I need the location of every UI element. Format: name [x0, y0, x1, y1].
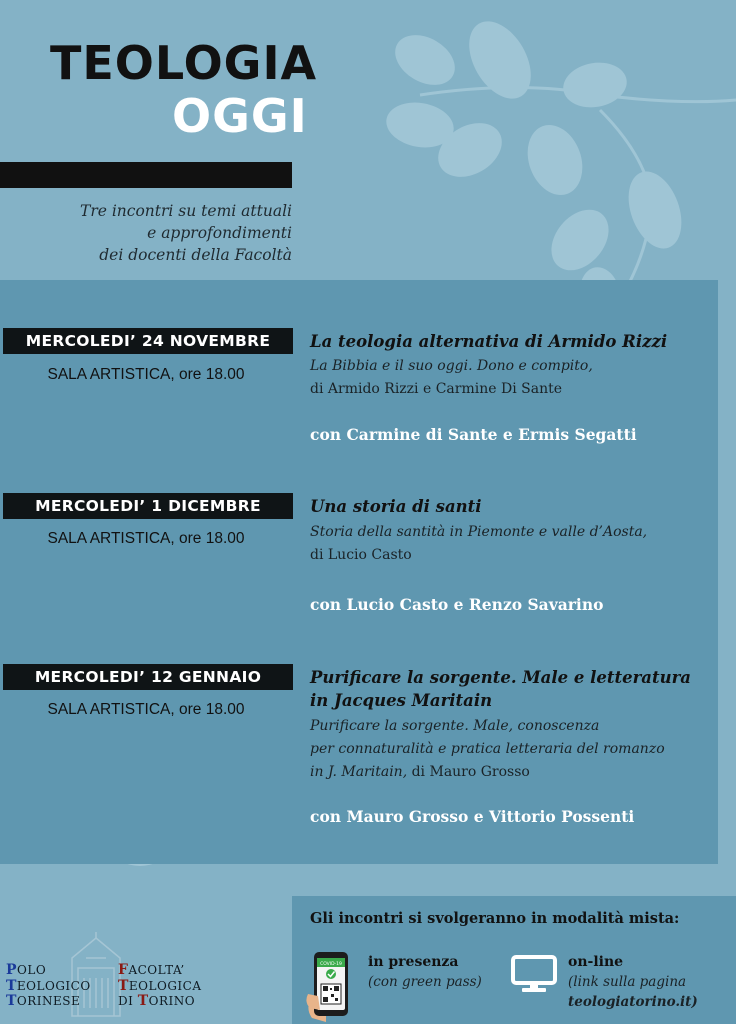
event-venue: SALA ARTISTICA, ore 18.00 — [47, 701, 245, 718]
event-author: di Lucio Casto — [310, 547, 412, 563]
event-book-line: Purificare la sorgente. Male, conoscenza — [310, 718, 600, 734]
subtitle-line: e approfondimenti — [147, 224, 292, 242]
event-title-line: in Jacques Maritain — [310, 691, 493, 710]
subtitle — [0, 200, 292, 266]
event-venue: SALA ARTISTICA, ore 18.00 — [47, 530, 245, 547]
event-description — [310, 715, 710, 784]
subtitle-line: Tre incontri su temi attuali — [80, 202, 292, 220]
title-divider-bar — [0, 162, 292, 188]
event-book-line: per connaturalità e pratica letteraria del romanzo — [310, 741, 665, 757]
subtitle-line: dei docenti della Facoltà — [99, 246, 292, 264]
event-author: di Mauro Grosso — [411, 764, 530, 780]
logo-facolta-teologica: FACOLTA’ TEOLOGICA DI TORINO — [118, 962, 202, 1009]
event-guests: con Carmine di Sante e Ermis Segatti — [310, 425, 637, 444]
event-title-line: Purificare la sorgente. Male e letteratura — [310, 668, 691, 687]
monitor-icon — [510, 954, 558, 994]
online-note-line: (link sulla pagina — [568, 974, 687, 990]
website-link[interactable]: teologiatorino.it) — [568, 994, 698, 1010]
in-person-label: in presenza — [368, 954, 459, 970]
page-title-line2: OGGI — [172, 89, 308, 143]
event-guests: con Mauro Grosso e Vittorio Possenti — [310, 807, 635, 826]
attendance-mode-box — [292, 896, 736, 1024]
event-book-line: Storia della santità in Piemonte e valle d’Aosta, — [310, 524, 648, 540]
event-title — [310, 666, 710, 712]
event-title-line: Una storia di santi — [310, 497, 482, 516]
event-venue: SALA ARTISTICA, ore 18.00 — [47, 366, 245, 383]
page-title-line1: TEOLOGIA — [50, 36, 318, 90]
event-date: MERCOLEDI’ 1 DICEMBRE — [3, 493, 293, 519]
event-title — [310, 330, 710, 353]
event-date: MERCOLEDI’ 24 NOVEMBRE — [3, 328, 293, 354]
online-note — [568, 972, 698, 1012]
event-book-line: La Bibbia e il suo oggi. Dono e compito, — [310, 358, 593, 374]
event-guests: con Lucio Casto e Renzo Savarino — [310, 595, 604, 614]
in-person-note: (con green pass) — [368, 974, 482, 990]
event-title-line: La teologia alternativa di Armido Rizzi — [310, 332, 668, 351]
event-title — [310, 495, 710, 518]
online-label: on-line — [568, 954, 624, 970]
green-pass-phone-icon — [306, 950, 354, 1022]
event-date: MERCOLEDI’ 12 GENNAIO — [3, 664, 293, 690]
mode-heading: Gli incontri si svolgeranno in modalità mista: — [310, 910, 680, 927]
event-description — [310, 355, 710, 401]
logo-polo-teologico: POLO TEOLOGICO TORINESE — [6, 962, 91, 1009]
event-book-line: in J. Maritain, — [310, 764, 408, 780]
svg-text:COVID-19: COVID-19 — [320, 962, 342, 967]
event-author: di Armido Rizzi e Carmine Di Sante — [310, 381, 562, 397]
event-description — [310, 521, 710, 567]
